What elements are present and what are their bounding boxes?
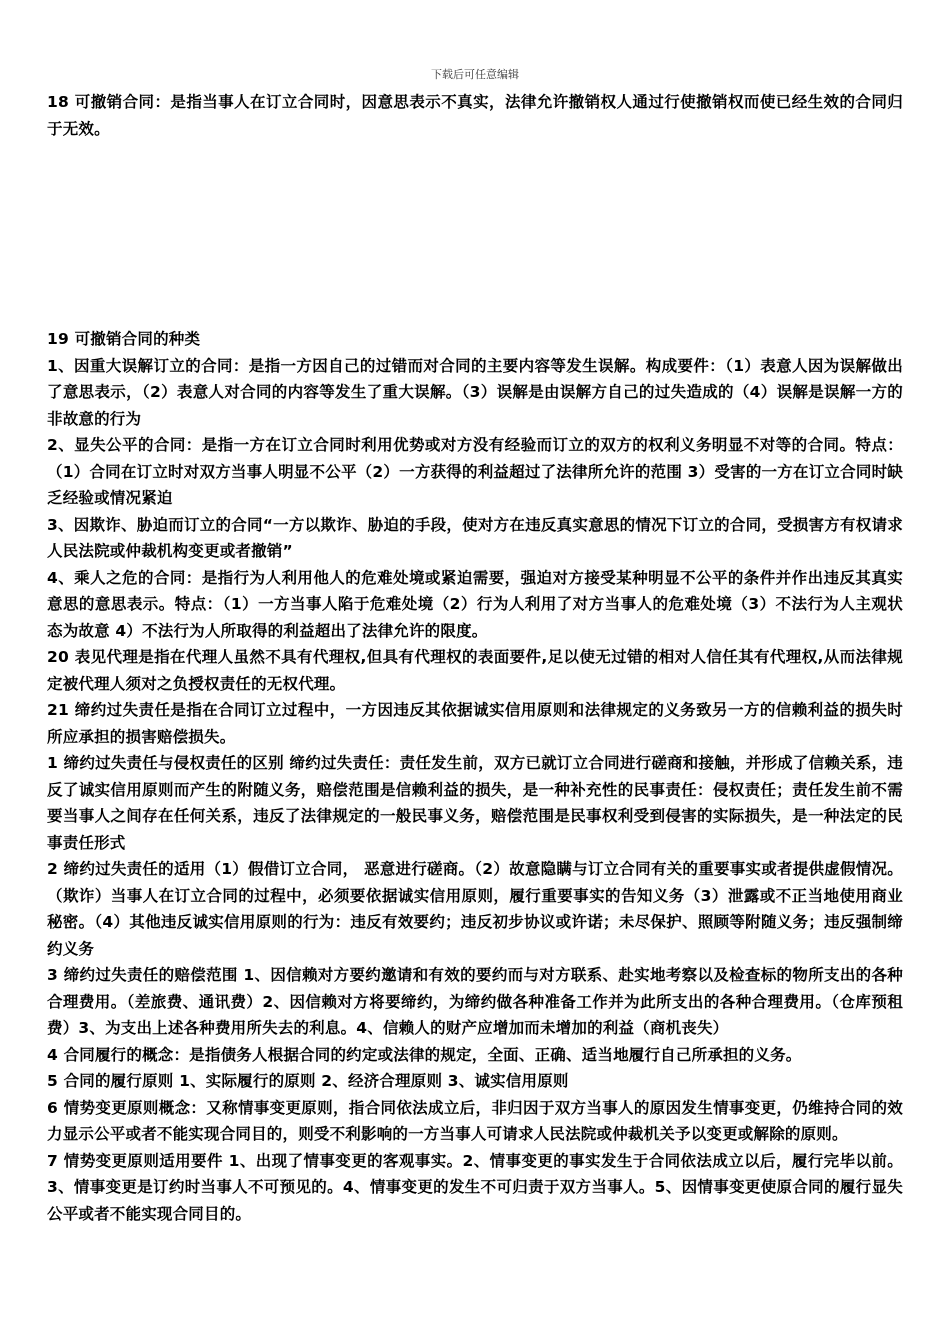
paragraph: 5 合同的履行原则 1、实际履行的原则 2、经济合理原则 3、诚实信用原则 [47,1072,569,1090]
section-heading: 19 可撤销合同的种类 [47,330,201,348]
paragraph: 1、因重大误解订立的合同：是指一方因自己的过错而对合同的主要内容等发生误解。构成要件：（1）表意人因为误解做出了意思表示，（2）表意人对合同的内容等发生了重大误解。（3）误解是由误解方自己的过失造成的（4）误解是误解一方的非故意的行为 [47,356,903,428]
paragraph: 21 缔约过失责任是指在合同订立过程中，一方因违反其依据诚实信用原则和法律规定的义务致另一方的信赖利益的损失时所应承担的损害赔偿损失。 [47,701,903,746]
paragraph: 3、因欺诈、胁迫而订立的合同“一方以欺诈、胁迫的手段，使对方在违反真实意思的情况下订立的合同，受损害方有权请求人民法院或仲裁机构变更或者撤销” [47,515,903,560]
paragraph: 18 可撤销合同：是指当事人在订立合同时，因意思表示不真实，法律允许撤销权人通过行使撤销权而使已经生效的合同归于无效。 [47,93,903,138]
paragraph: 6 情势变更原则概念：又称情事变更原则，指合同依法成立后，非归因于双方当事人的原因发生情事变更，仍维持合同的效力显示公平或者不能实现合同目的，则受不利影响的一方当事人可请求人民法院或仲裁机关予以变更或解除的原则。 [47,1098,903,1143]
paragraph: 2、显失公平的合同：是指一方在订立合同时利用优势或对方没有经验而订立的双方的权利义务明显不对等的合同。特点：（1）合同在订立时对双方当事人明显不公平（2）一方获得的利益超过了法律所允许的范围 3）受害的一方在订立合同时缺乏经验或情况紧迫 [47,436,903,507]
paragraph: 3 缔约过失责任的赔偿范围 1、因信赖对方要约邀请和有效的要约而与对方联系、赴实地考察以及检查标的物所支出的各种合理费用。（差旅费、通讯费）2、因信赖对方将要缔约，为缔约做各种准备工作并为此所支出的各种合理费用。（仓库预租费）3、为支出上述各种费用所失去的利息。4、信赖人的财产应增加而未增加的利益（商机丧失） [47,966,903,1037]
paragraph: 4、乘人之危的合同：是指行为人利用他人的危难处境或紧迫需要，强迫对方接受某种明显不公平的条件并作出违反其真实意思的意思表示。特点：（1）一方当事人陷于危难处境（2）行为人利用了对方当事人的危难处境（3）不法行为人主观状态为故意 4）不法行为人所取得的利益超出了法律允许的限度。 [47,568,903,640]
page-header: 下载后可任意编辑 [431,68,519,81]
paragraph: 4 合同履行的概念：是指债务人根据合同的约定或法律的规定，全面、正确、适当地履行自己所承担的义务。 [47,1045,802,1064]
paragraph: 7 情势变更原则适用要件 1、出现了情事变更的客观事实。2、情事变更的事实发生于合同依法成立以后，履行完毕以前。3、情事变更是订约时当事人不可预见的。4、情事变更的发生不可归责于双方当事人。5、因情事变更使原合同的履行显失公平或者不能实现合同目的。 [47,1151,903,1223]
paragraph: 2 缔约过失责任的适用（1）假借订立合同， 恶意进行磋商。（2）故意隐瞒与订立合同有关的重要事实或者提供虚假情况。（欺诈）当事人在订立合同的过程中，必须要依据诚实信用原则，履行重要事实的告知义务（3）泄露或不正当地使用商业秘密。（4）其他违反诚实信用原则的行为：违反有效要约；违反初步协议或许诺；未尽保护、照顾等附随义务；违反强制缔约义务 [47,860,903,958]
paragraph: 20 表见代理是指在代理人虽然不具有代理权,但具有代理权的表面要件,足以使无过错的相对人信任其有代理权,从而法律规定被代理人须对之负授权责任的无权代理。 [47,648,903,693]
paragraph: 1 缔约过失责任与侵权责任的区别 缔约过失责任：责任发生前，双方已就订立合同进行磋商和接触，并形成了信赖关系，违反了诚实信用原则而产生的附随义务，赔偿范围是信赖利益的损失，是一种补充性的民事责任：侵权责任；责任发生前不需要当事人之间存在任何关系，违反了法律规定的一般民事义务，赔偿范围是民事权利受到侵害的实际损失，是一种法定的民事责任形式 [47,754,903,852]
top-text-block [47,89,903,142]
main-text-block [47,326,903,1227]
